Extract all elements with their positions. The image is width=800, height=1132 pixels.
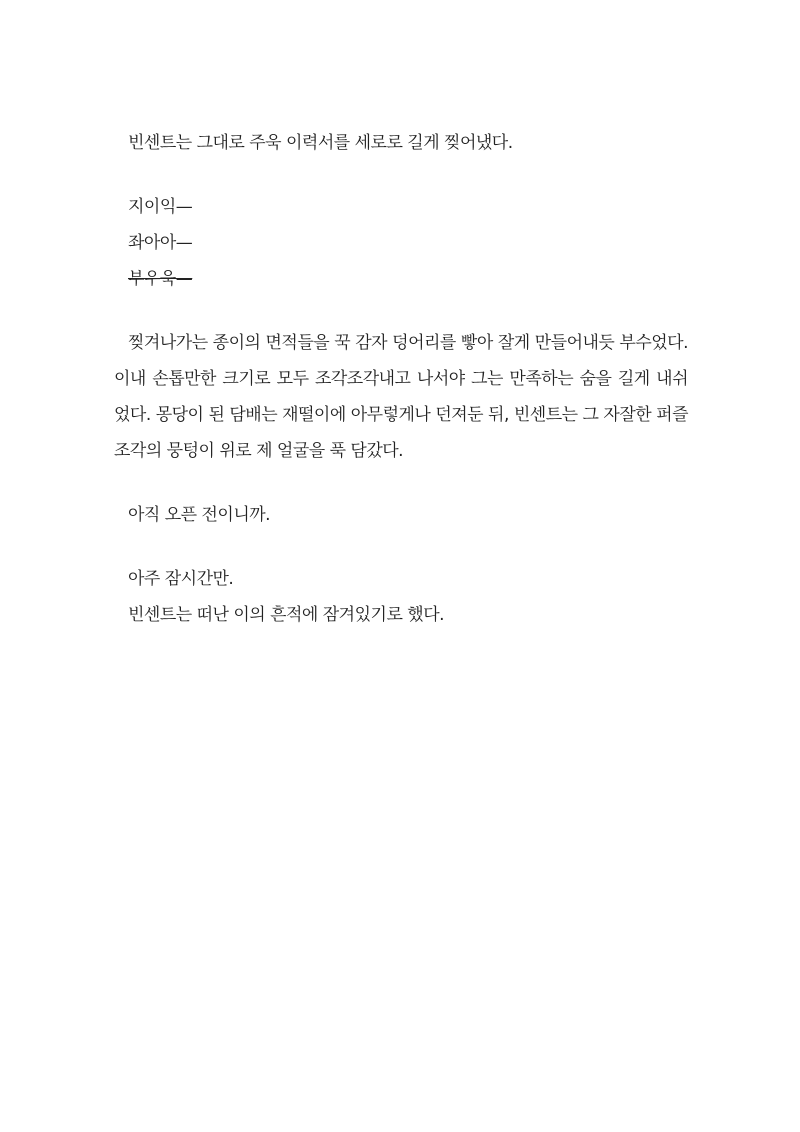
- paragraph-3: 아직 오픈 전이니까.: [128, 505, 271, 525]
- sound-effect-1: 지이익—: [128, 197, 193, 217]
- paragraph-2: 찢겨나가는 종이의 면적들을 꾹 감자 덩어리를 빻아 잘게 만들어내듯 부수었다. 이내 손톱만한 크기로 모두 조각조각내고 나서야 그는 만족하는 숨을 길게 내쉬었다. 몽당이 된 담배는 재떨이에 아무렇게나 던져둔 뒤, 빈센트는 그 자잘한 퍼즐 조각의 뭉텅이 위로 제 얼굴을 푹 담갔다.: [114, 333, 688, 461]
- sound-effect-2: 좌아아—: [128, 233, 193, 253]
- sound-effect-3: 부우욱—: [128, 269, 193, 289]
- paragraph-4: 아주 잠시간만.: [128, 569, 234, 589]
- paragraph-5: 빈센트는 떠난 이의 흔적에 잠겨있기로 했다.: [128, 605, 445, 625]
- document-page: [114, 125, 688, 633]
- paragraph-1: 빈센트는 그대로 주욱 이력서를 세로로 길게 찢어냈다.: [128, 133, 513, 153]
